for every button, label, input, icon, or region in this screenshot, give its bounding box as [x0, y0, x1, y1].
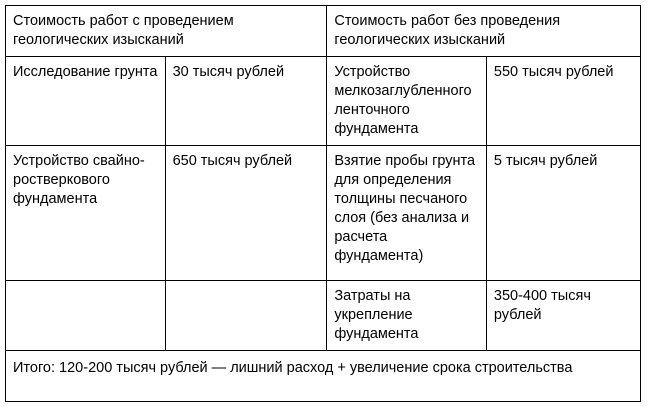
header-with-survey: Стоимость работ с проведением геологических изысканий	[6, 6, 327, 57]
header-without-survey: Стоимость работ без проведения геологических изысканий	[327, 6, 641, 57]
cell-with-item: Устройство свайно-ростверкового фундамента	[6, 146, 166, 281]
cell-with-cost: 30 тысяч рублей	[165, 57, 327, 146]
cell-with-cost	[165, 281, 327, 351]
table-header-row	[6, 6, 641, 57]
cell-with-item: Исследование грунта	[6, 57, 166, 146]
cost-comparison-table	[5, 5, 641, 402]
table-row	[6, 281, 641, 351]
cell-without-cost: 350-400 тысяч рублей	[486, 281, 640, 351]
cell-with-cost: 650 тысяч рублей	[165, 146, 327, 281]
table-row	[6, 57, 641, 146]
cell-without-item: Устройство мелкозаглубленного ленточного фундамента	[327, 57, 487, 146]
table-row	[6, 146, 641, 281]
total-summary: Итого: 120-200 тысяч рублей — лишний расход + увеличение срока строительства	[6, 351, 641, 402]
cell-without-cost: 5 тысяч рублей	[486, 146, 640, 281]
cell-without-item: Взятие пробы грунта для определения толщины песчаного слоя (без анализа и расчета фундамента)	[327, 146, 487, 281]
cell-with-item	[6, 281, 166, 351]
cell-without-item: Затраты на укрепление фундамента	[327, 281, 487, 351]
table-total-row	[6, 351, 641, 402]
cell-without-cost: 550 тысяч рублей	[486, 57, 640, 146]
